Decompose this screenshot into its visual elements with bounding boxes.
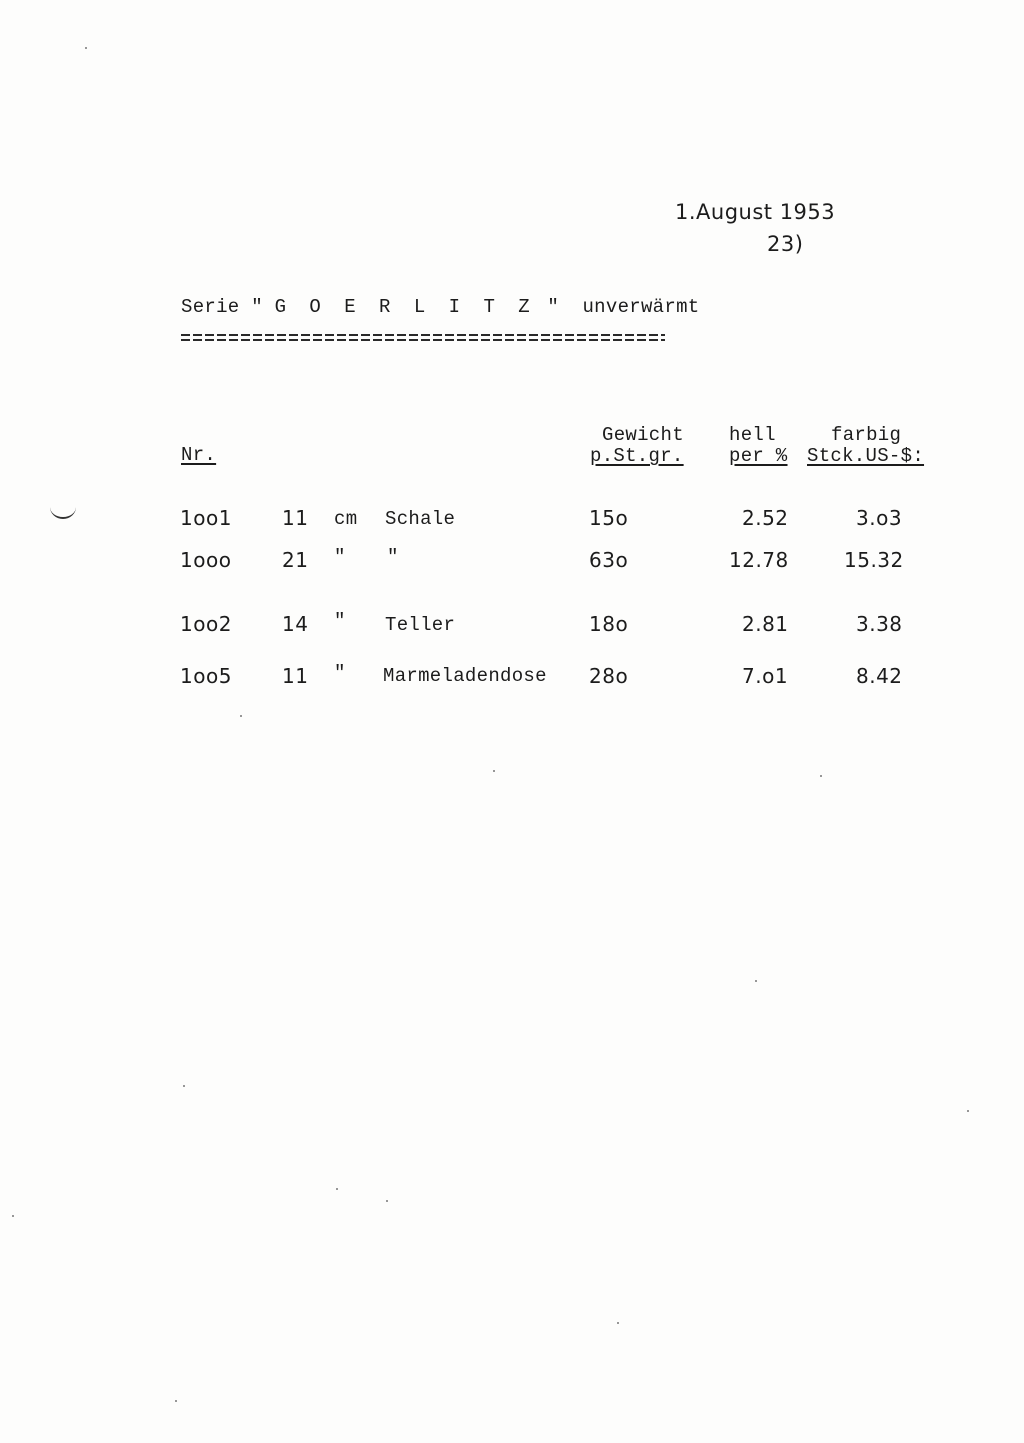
cell-size: 21	[282, 548, 309, 572]
cell-unit: "	[334, 546, 346, 568]
title-prefix: Serie	[181, 296, 240, 318]
cell-unit: "	[334, 610, 346, 632]
cell-hell: 2.52	[742, 506, 789, 530]
series-name: G O E R L I T Z	[274, 296, 536, 318]
cell-nr: 1oo5	[180, 664, 232, 688]
speck	[755, 980, 757, 982]
cell-nr: 1oo1	[180, 506, 232, 530]
cell-weight: 28o	[589, 664, 629, 688]
column-header-farbig-line2: Stck.US-$:	[807, 445, 925, 467]
title-double-underline	[181, 334, 665, 344]
cell-item: "	[387, 546, 399, 568]
cell-item: Teller	[385, 614, 456, 636]
cell-nr: 1oo2	[180, 612, 232, 636]
column-header-gewicht-line1: Gewicht	[602, 424, 684, 446]
speck	[493, 770, 495, 772]
speck	[820, 775, 822, 777]
column-header-gewicht-line2: p.St.gr.	[590, 445, 684, 467]
title-open-quote: "	[251, 296, 263, 318]
cell-weight: 18o	[589, 612, 629, 636]
cell-hell: 2.81	[742, 612, 789, 636]
column-header-hell-line2: per %	[729, 445, 788, 467]
page-number: 23)	[767, 232, 804, 256]
cell-nr: 1ooo	[180, 548, 232, 572]
column-header-hell-line1: hell	[729, 424, 776, 446]
cell-farbig: 3.38	[856, 612, 903, 636]
cell-size: 11	[282, 506, 309, 530]
speck	[386, 1200, 388, 1202]
cell-weight: 15o	[589, 506, 629, 530]
cell-size: 11	[282, 664, 309, 688]
title-close-quote: "	[547, 296, 560, 318]
punch-hole-mark	[50, 495, 76, 519]
speck	[85, 47, 87, 49]
speck	[336, 1188, 338, 1190]
column-header-nr: Nr.	[181, 444, 217, 466]
cell-farbig: 3.o3	[856, 506, 903, 530]
cell-hell: 12.78	[729, 548, 789, 572]
cell-unit: "	[334, 662, 346, 684]
cell-farbig: 15.32	[844, 548, 904, 572]
speck	[183, 1085, 185, 1087]
document-title	[181, 296, 700, 318]
speck	[175, 1400, 177, 1402]
title-suffix: unverwärmt	[582, 296, 700, 318]
speck	[967, 1110, 969, 1112]
column-header-farbig-line1: farbig	[831, 424, 902, 446]
cell-item: Schale	[385, 508, 456, 530]
speck	[617, 1322, 619, 1324]
cell-item: Marmeladendose	[383, 665, 547, 687]
speck	[12, 1215, 14, 1217]
cell-farbig: 8.42	[856, 664, 903, 688]
cell-unit: cm	[334, 508, 358, 530]
document-date: 1.August 1953	[675, 200, 836, 224]
cell-weight: 63o	[589, 548, 629, 572]
cell-hell: 7.o1	[742, 664, 789, 688]
speck	[240, 715, 242, 717]
cell-size: 14	[282, 612, 309, 636]
